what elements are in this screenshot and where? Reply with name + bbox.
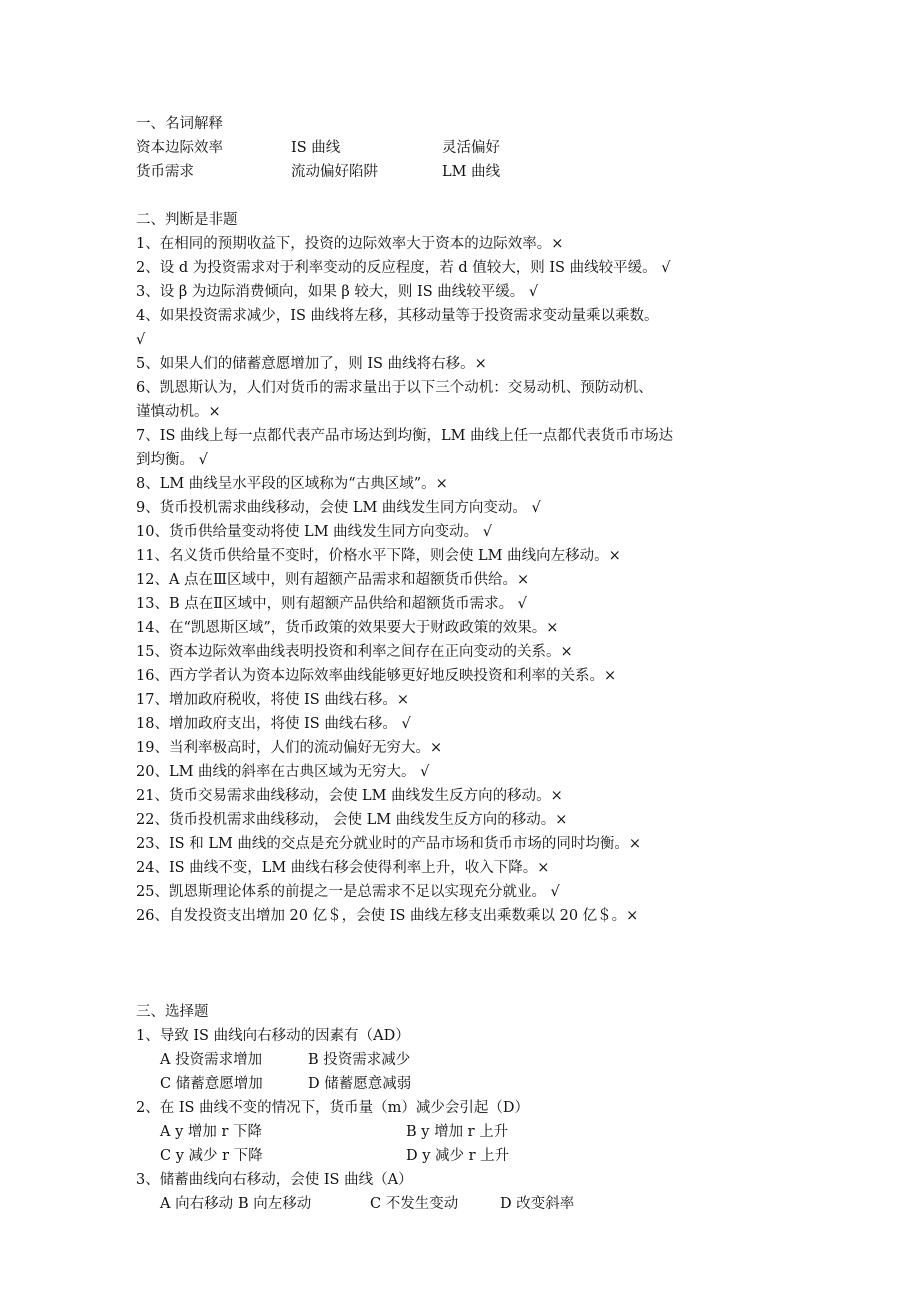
judgement-item: 7、IS 曲线上每一点都代表产品市场达到均衡，LM 曲线上任一点都代表货币市场达	[136, 428, 674, 444]
judgement-item: 17、增加政府税收，将使 IS 曲线右移。×	[136, 692, 409, 708]
option-row	[136, 1048, 796, 1072]
judgement-item: 22、货币投机需求曲线移动， 会使 LM 曲线发生反方向的移动。×	[136, 812, 568, 828]
option-row	[136, 1144, 796, 1168]
option-c: C 不发生变动	[370, 1196, 459, 1212]
judgement-item: 5、如果人们的储蓄意愿增加了，则 IS 曲线将右移。×	[136, 356, 487, 372]
judgement-item: 16、西方学者认为资本边际效率曲线能够更好地反映投资和利率的关系。×	[136, 668, 617, 684]
question-stem: 3、储蓄曲线向右移动，会使 IS 曲线（A）	[136, 1172, 413, 1188]
document-page	[136, 112, 796, 1216]
option-d: D y 减少 r 上升	[406, 1148, 510, 1164]
option-d: D 改变斜率	[500, 1196, 575, 1212]
term: 资本边际效率	[136, 140, 223, 156]
judgement-item: 8、LM 曲线呈水平段的区域称为“古典区域”。×	[136, 476, 448, 492]
spacer	[136, 184, 796, 208]
terms-row-2	[136, 160, 796, 184]
judgement-item: 19、当利率极高时，人们的流动偏好无穷大。×	[136, 740, 443, 756]
judgement-item: 1、在相同的预期收益下，投资的边际效率大于资本的边际效率。×	[136, 236, 564, 252]
term: 流动偏好陷阱	[291, 164, 378, 180]
section1-heading: 一、名词解释	[136, 116, 223, 132]
judgement-item: 23、IS 和 LM 曲线的交点是充分就业时的产品市场和货币市场的同时均衡。×	[136, 836, 642, 852]
judgement-item	[136, 952, 796, 976]
judgement-item: 24、IS 曲线不变，LM 曲线右移会使得利率上升，收入下降。×	[136, 860, 550, 876]
option-d: D 储蓄愿意减弱	[308, 1076, 412, 1092]
judgement-item: 25、凯恩斯理论体系的前提之一是总需求不足以实现充分就业。 √	[136, 884, 560, 900]
option-row	[136, 1072, 796, 1096]
term: 货币需求	[136, 164, 194, 180]
section3-heading: 三、选择题	[136, 1004, 209, 1020]
option-a: A y 增加 r 下降	[160, 1124, 263, 1140]
term: LM 曲线	[442, 164, 501, 180]
judgement-item: 11、名义货币供给量不变时，价格水平下降，则会使 LM 曲线向左移动。×	[136, 548, 621, 564]
judgement-item	[136, 928, 796, 952]
option-c: C y 减少 r 下降	[160, 1148, 263, 1164]
option-row	[136, 1120, 796, 1144]
judgement-item-continued: 谨慎动机。×	[136, 404, 221, 420]
question-stem: 2、在 IS 曲线不变的情况下，货币量（m）减少会引起（D）	[136, 1100, 529, 1116]
judgement-item: 3、设 β 为边际消费倾向，如果 β 较大，则 IS 曲线较平缓。 √	[136, 284, 539, 300]
term: IS 曲线	[291, 140, 341, 156]
section2-heading: 二、判断是非题	[136, 212, 238, 228]
judgement-item: 14、在“凯恩斯区域”，货币政策的效果要大于财政政策的效果。×	[136, 620, 559, 636]
option-b: B 向左移动	[238, 1196, 312, 1212]
term: 灵活偏好	[442, 140, 500, 156]
judgement-item: 21、货币交易需求曲线移动，会使 LM 曲线发生反方向的移动。×	[136, 788, 563, 804]
judgement-item-continued: 到均衡。 √	[136, 452, 208, 468]
option-c: C 储蓄意愿增加	[160, 1076, 263, 1092]
judgement-item: 9、货币投机需求曲线移动，会使 LM 曲线发生同方向变动。 √	[136, 500, 541, 516]
spacer	[136, 976, 796, 1000]
judgement-item-continued: √	[136, 332, 146, 348]
judgement-item: 26、自发投资支出增加 20 亿＄，会使 IS 曲线左移支出乘数乘以 20 亿＄。×	[136, 908, 639, 924]
option-row	[136, 1192, 796, 1216]
option-a: A 投资需求增加	[160, 1052, 263, 1068]
question-stem: 1、导致 IS 曲线向右移动的因素有（AD）	[136, 1028, 410, 1044]
option-a: A 向右移动	[160, 1196, 234, 1212]
judgement-item: 15、资本边际效率曲线表明投资和利率之间存在正向变动的关系。×	[136, 644, 573, 660]
judgement-item: 4、如果投资需求减少，IS 曲线将左移，其移动量等于投资需求变动量乘以乘数。	[136, 308, 659, 324]
judgement-item: 6、凯恩斯认为，人们对货币的需求量出于以下三个动机：交易动机、预防动机、	[136, 380, 653, 396]
judgement-item: 2、设 d 为投资需求对于利率变动的反应程度，若 d 值较大，则 IS 曲线较平缓。 √	[136, 260, 671, 276]
judgement-item: 20、LM 曲线的斜率在古典区域为无穷大。 √	[136, 764, 430, 780]
judgement-item: 10、货币供给量变动将使 LM 曲线发生同方向变动。 √	[136, 524, 492, 540]
option-b: B 投资需求减少	[308, 1052, 411, 1068]
terms-row-1	[136, 136, 796, 160]
option-b: B y 增加 r 上升	[406, 1124, 509, 1140]
judgement-item: 13、B 点在Ⅱ区域中，则有超额产品供给和超额货币需求。 √	[136, 596, 527, 612]
judgement-item: 18、增加政府支出，将使 IS 曲线右移。 √	[136, 716, 411, 732]
judgement-item: 12、A 点在Ⅲ区域中，则有超额产品需求和超额货币供给。×	[136, 572, 530, 588]
